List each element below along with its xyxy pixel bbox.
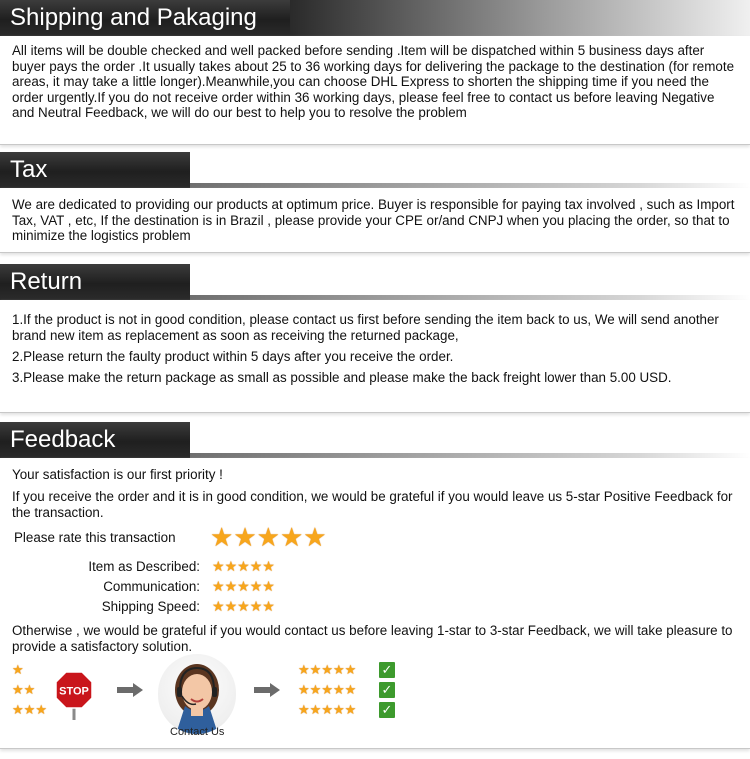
star-icon: ★ <box>262 598 275 614</box>
feedback-line-2: If you receive the order and it is in good condition, we would be grateful if you would leave us 5-star Positive Feedback for the transaction. <box>12 489 733 520</box>
arrow-right-icon <box>117 683 143 697</box>
criteria-label: Shipping Speed: <box>101 599 200 614</box>
star-icon: ★ <box>344 662 357 677</box>
arrow-right-icon <box>254 683 280 697</box>
rate-star-row <box>210 522 327 552</box>
return-item-2: 2.Please return the faulty product within 5 days after you receive the order. <box>12 349 454 364</box>
return-header <box>0 264 750 300</box>
check-icon: ✓ <box>379 662 395 678</box>
feedback-body <box>0 458 750 749</box>
shipping-title: Shipping and Pakaging <box>10 4 257 31</box>
star-icon: ★ <box>309 662 322 677</box>
star-icon: ★ <box>298 682 310 697</box>
star-icon: ★ <box>321 702 333 717</box>
star-icon: ★ <box>224 578 238 594</box>
star-icon: ★ <box>12 682 24 697</box>
return-item-1: 1.If the product is not in good condition, please contact us first before sending the item back to us, We will send another brand new item as replacement as soon as receiving the returned package, <box>12 312 719 343</box>
high-rating-stars <box>298 702 356 718</box>
star-icon: ★ <box>332 662 345 677</box>
star-icon: ★ <box>321 682 333 697</box>
rate-stars[interactable] <box>210 522 327 552</box>
return-title: Return <box>10 268 83 295</box>
contact-avatar[interactable] <box>158 654 236 734</box>
star-icon: ★ <box>344 682 357 697</box>
star-icon: ★ <box>249 578 263 594</box>
high-rating-stars <box>298 662 356 678</box>
star-icon: ★ <box>303 522 327 552</box>
feedback-title: Feedback <box>10 426 116 453</box>
return-body <box>0 300 750 413</box>
low-rating-stars <box>12 682 35 698</box>
tax-text: We are dedicated to providing our products at optimum price. Buyer is responsible for paying tax involved , such as Import Tax, VAT , etc, If the destination is in Brazil , please provide your CPE or/and CNPJ when you placing the order, so that to minimize the logistics problem <box>12 197 735 243</box>
feedback-line-1: Your satisfaction is our first priority ! <box>12 467 223 482</box>
low-rating-stars <box>12 662 24 678</box>
star-icon: ★ <box>256 522 280 552</box>
star-icon: ★ <box>237 578 250 594</box>
feedback-header <box>0 422 750 458</box>
star-icon: ★ <box>210 522 234 552</box>
star-icon: ★ <box>12 702 24 717</box>
high-rating-stars <box>298 682 356 698</box>
star-icon: ★ <box>224 558 238 574</box>
tax-body <box>0 188 750 253</box>
star-icon: ★ <box>212 598 225 614</box>
star-icon: ★ <box>224 598 238 614</box>
star-icon: ★ <box>298 662 310 677</box>
star-icon: ★ <box>237 558 250 574</box>
return-item-3: 3.Please make the return package as small as possible and please make the back freight lower than 5.00 USD. <box>12 370 672 385</box>
star-icon: ★ <box>233 522 257 552</box>
criteria-stars <box>212 577 275 596</box>
star-icon: ★ <box>35 702 47 717</box>
feedback-otherwise: Otherwise , we would be grateful if you would contact us before leaving 1-star to 3-star Feedback, we will take pleasure to provide a satisfactory solution. <box>12 623 733 654</box>
tax-header <box>0 152 750 188</box>
star-icon: ★ <box>309 702 322 717</box>
star-icon: ★ <box>23 702 36 717</box>
stop-sign-icon <box>54 670 94 720</box>
star-icon: ★ <box>279 522 304 552</box>
star-icon: ★ <box>212 578 225 594</box>
star-icon: ★ <box>212 558 225 574</box>
low-rating-stars <box>12 702 47 718</box>
headset-person-icon <box>158 654 236 734</box>
rate-label: Please rate this transaction <box>14 530 176 545</box>
star-icon: ★ <box>309 682 322 697</box>
star-icon: ★ <box>262 578 275 594</box>
star-icon: ★ <box>344 702 357 717</box>
check-icon: ✓ <box>379 682 395 698</box>
star-icon: ★ <box>332 702 345 717</box>
shipping-header <box>0 0 750 36</box>
star-icon: ★ <box>332 682 345 697</box>
star-icon: ★ <box>12 662 24 677</box>
star-icon: ★ <box>321 662 333 677</box>
criteria-label: Item as Described: <box>88 559 200 574</box>
star-icon: ★ <box>262 558 275 574</box>
stop-label: STOP <box>59 685 89 698</box>
shipping-text: All items will be double checked and well packed before sending .Item will be dispatched within 5 business days after buyer pays the order .It usually takes about 25 to 36 working days for delivering the package to the destination (for remote areas, it may take a little longer).Meanwhile,you can choose DHL Express to shorten the shipping time if you need the order urgently.If you do not receive order within 36 working days, please feel free to contact us before leaving Negative and Neutral Feedback, we will do our best to help you to resolve the problem <box>12 43 735 120</box>
star-icon: ★ <box>23 682 36 697</box>
star-icon: ★ <box>249 558 263 574</box>
criteria-label: Communication: <box>103 579 200 594</box>
check-icon: ✓ <box>379 702 395 718</box>
tax-title: Tax <box>10 156 48 183</box>
criteria-stars <box>212 557 275 576</box>
star-icon: ★ <box>249 598 263 614</box>
contact-label[interactable]: Contact Us <box>170 726 225 738</box>
star-icon: ★ <box>298 702 310 717</box>
shipping-body <box>0 36 750 145</box>
star-icon: ★ <box>237 598 250 614</box>
criteria-stars <box>212 597 275 616</box>
